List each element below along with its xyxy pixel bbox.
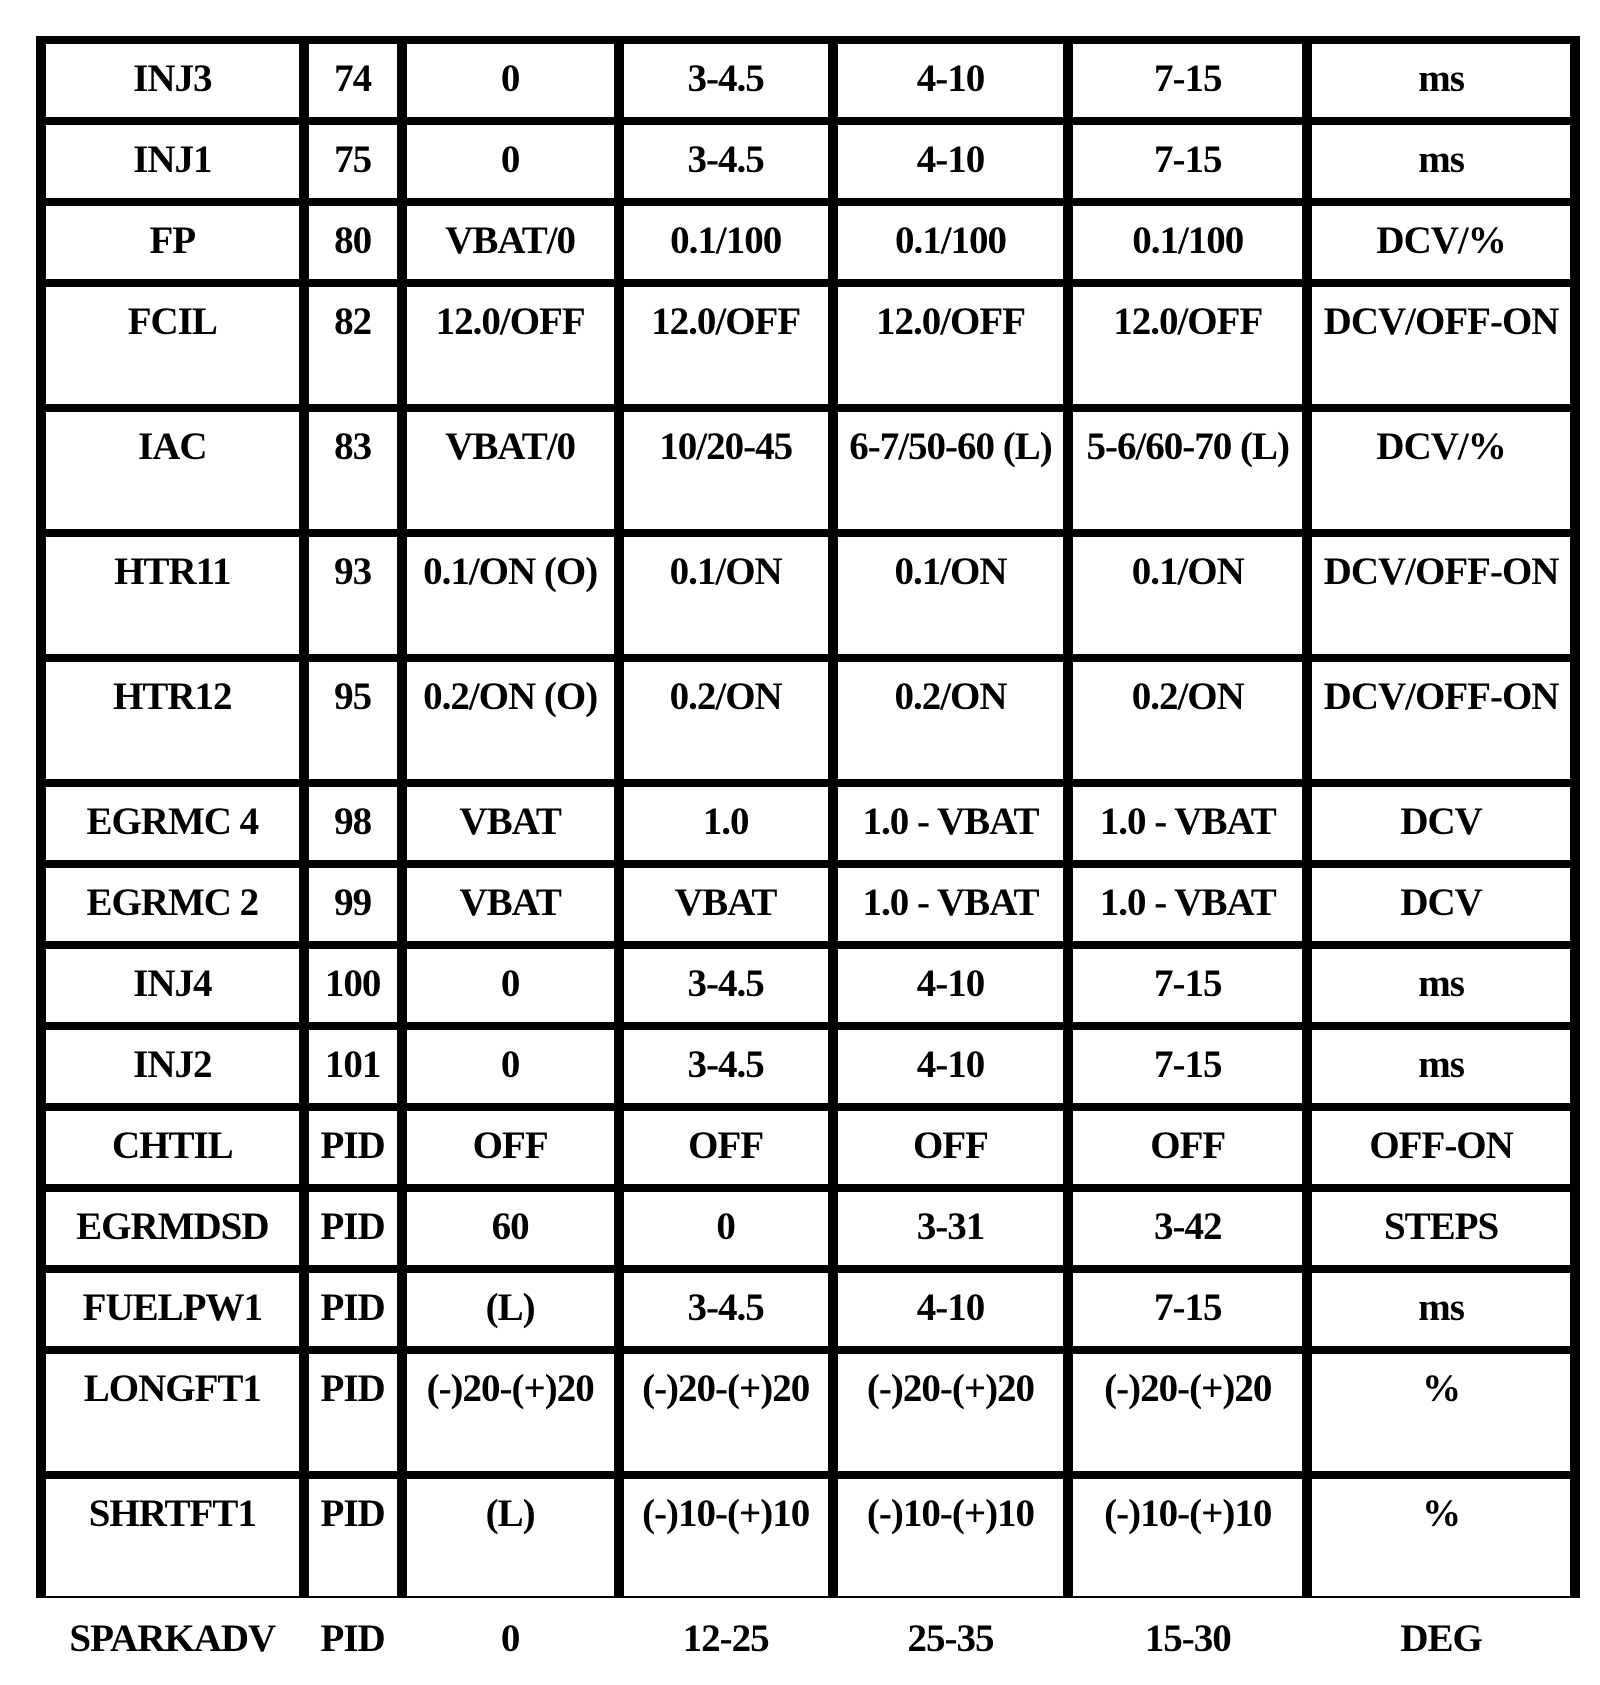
table-cell: HTR12 <box>46 662 299 779</box>
table-cell: 0.2/ON <box>1073 662 1302 779</box>
table-cell: DCV/OFF-ON <box>1312 662 1570 779</box>
table-cell: IAC <box>46 412 299 529</box>
table-cell: OFF <box>407 1111 614 1184</box>
table-cell: VBAT <box>624 868 828 941</box>
table-cell: PID <box>309 1479 397 1596</box>
table-cell: 0.1/ON (O) <box>407 537 614 654</box>
table-cell: 60 <box>407 1192 614 1265</box>
table-cell: 0.2/ON <box>838 662 1064 779</box>
table-cell: 0.1/ON <box>624 537 828 654</box>
table-cell: (-)20-(+)20 <box>407 1354 614 1471</box>
table-row <box>46 1192 1570 1265</box>
table-cell: 7-15 <box>1073 1030 1302 1103</box>
table-cell: 12.0/OFF <box>624 287 828 404</box>
table-row <box>46 1030 1570 1103</box>
table-cell: 7-15 <box>1073 125 1302 198</box>
table-cell: LONGFT1 <box>46 1354 299 1471</box>
table-cell: OFF-ON <box>1312 1111 1570 1184</box>
table-cell: 0.1/100 <box>838 206 1064 279</box>
table-cell: 12-25 <box>624 1604 828 1677</box>
table-cell: VBAT/0 <box>407 412 614 529</box>
table-cell: 3-4.5 <box>624 1273 828 1346</box>
table-cell: 7-15 <box>1073 44 1302 117</box>
table-cell: 6-7/50-60 (L) <box>838 412 1064 529</box>
table-cell: 4-10 <box>838 1030 1064 1103</box>
table-cell: 0.2/ON (O) <box>407 662 614 779</box>
table-cell: 1.0 - VBAT <box>1073 787 1302 860</box>
table-cell: 4-10 <box>838 125 1064 198</box>
table-cell: 0.2/ON <box>624 662 828 779</box>
table-cell: DCV/OFF-ON <box>1312 537 1570 654</box>
table-cell: DCV <box>1312 868 1570 941</box>
table-cell: VBAT <box>407 868 614 941</box>
table-cell: 3-4.5 <box>624 44 828 117</box>
table-cell: OFF <box>624 1111 828 1184</box>
table-cell: 75 <box>309 125 397 198</box>
table-cell: 101 <box>309 1030 397 1103</box>
table-cell: VBAT <box>407 787 614 860</box>
table-cell: 80 <box>309 206 397 279</box>
table-cell: 0.1/100 <box>1073 206 1302 279</box>
table-cell: ms <box>1312 1273 1570 1346</box>
table-cell: PID <box>309 1111 397 1184</box>
table-cell: 10/20-45 <box>624 412 828 529</box>
table-cell: ms <box>1312 949 1570 1022</box>
table-cell: (-)10-(+)10 <box>838 1479 1064 1596</box>
table-cell: 5-6/60-70 (L) <box>1073 412 1302 529</box>
table-cell: OFF <box>838 1111 1064 1184</box>
table-cell: DCV <box>1312 787 1570 860</box>
table-cell: SPARKADV <box>46 1604 299 1677</box>
table-row <box>46 949 1570 1022</box>
table-cell: ms <box>1312 44 1570 117</box>
table-cell: 0.1/ON <box>838 537 1064 654</box>
table-cell: CHTIL <box>46 1111 299 1184</box>
table-cell: 0 <box>407 125 614 198</box>
table-cell: 83 <box>309 412 397 529</box>
table-cell: (L) <box>407 1273 614 1346</box>
table-cell: PID <box>309 1604 397 1677</box>
table-cell: 12.0/OFF <box>1073 287 1302 404</box>
table-cell: DCV/% <box>1312 412 1570 529</box>
diagnostic-values-table <box>36 36 1580 1685</box>
table-row <box>46 1479 1570 1596</box>
table-cell: 3-4.5 <box>624 949 828 1022</box>
table-cell: 4-10 <box>838 949 1064 1022</box>
table-cell: 7-15 <box>1073 949 1302 1022</box>
table-row <box>46 1354 1570 1471</box>
table-cell: STEPS <box>1312 1192 1570 1265</box>
table-row <box>46 1273 1570 1346</box>
table-cell: 1.0 - VBAT <box>1073 868 1302 941</box>
table-cell: 98 <box>309 787 397 860</box>
table-cell: HTR11 <box>46 537 299 654</box>
table-row <box>46 1111 1570 1184</box>
table-cell: 3-42 <box>1073 1192 1302 1265</box>
table-row <box>46 125 1570 198</box>
table-cell: 25-35 <box>838 1604 1064 1677</box>
table-cell: DCV/OFF-ON <box>1312 287 1570 404</box>
table-row <box>46 787 1570 860</box>
table-cell: DCV/% <box>1312 206 1570 279</box>
data-table-frame <box>36 36 1580 1660</box>
table-cell: PID <box>309 1192 397 1265</box>
table-cell: INJ2 <box>46 1030 299 1103</box>
table-cell: (L) <box>407 1479 614 1596</box>
table-cell: EGRMDSD <box>46 1192 299 1265</box>
table-cell: % <box>1312 1479 1570 1596</box>
table-cell: 95 <box>309 662 397 779</box>
table-cell: EGRMC 2 <box>46 868 299 941</box>
table-cell: FUELPW1 <box>46 1273 299 1346</box>
table-cell: INJ1 <box>46 125 299 198</box>
table-cell: 99 <box>309 868 397 941</box>
table-cell: 100 <box>309 949 397 1022</box>
table-cell: 15-30 <box>1073 1604 1302 1677</box>
table-cell: 0 <box>407 949 614 1022</box>
table-cell: 74 <box>309 44 397 117</box>
table-cell: (-)10-(+)10 <box>1073 1479 1302 1596</box>
table-cell: 1.0 - VBAT <box>838 787 1064 860</box>
table-cell: 12.0/OFF <box>838 287 1064 404</box>
table-cell: % <box>1312 1354 1570 1471</box>
table-cell: OFF <box>1073 1111 1302 1184</box>
table-row <box>46 537 1570 654</box>
table-cell: 93 <box>309 537 397 654</box>
table-cell: 82 <box>309 287 397 404</box>
table-cell: (-)20-(+)20 <box>1073 1354 1302 1471</box>
table-row <box>46 412 1570 529</box>
table-row <box>46 44 1570 117</box>
table-cell: 12.0/OFF <box>407 287 614 404</box>
table-cell: PID <box>309 1273 397 1346</box>
table-row <box>46 662 1570 779</box>
table-cell: VBAT/0 <box>407 206 614 279</box>
table-cell: 1.0 - VBAT <box>838 868 1064 941</box>
table-cell: ms <box>1312 125 1570 198</box>
table-cell: SHRTFT1 <box>46 1479 299 1596</box>
table-cell: 0 <box>624 1192 828 1265</box>
table-cell: (-)20-(+)20 <box>624 1354 828 1471</box>
table-row <box>46 868 1570 941</box>
table-cell: 7-15 <box>1073 1273 1302 1346</box>
table-cell: FP <box>46 206 299 279</box>
table-cell: ms <box>1312 1030 1570 1103</box>
table-cell: DEG <box>1312 1604 1570 1677</box>
table-cell: 4-10 <box>838 1273 1064 1346</box>
table-cell: PID <box>309 1354 397 1471</box>
table-cell: INJ4 <box>46 949 299 1022</box>
table-row <box>46 287 1570 404</box>
table-cell: INJ3 <box>46 44 299 117</box>
table-cell: 0 <box>407 1030 614 1103</box>
table-row <box>46 1604 1570 1677</box>
table-cell: 0 <box>407 44 614 117</box>
table-cell: 0.1/100 <box>624 206 828 279</box>
table-cell: 0.1/ON <box>1073 537 1302 654</box>
table-cell: (-)20-(+)20 <box>838 1354 1064 1471</box>
table-cell: 3-31 <box>838 1192 1064 1265</box>
table-cell: EGRMC 4 <box>46 787 299 860</box>
table-cell: 3-4.5 <box>624 1030 828 1103</box>
table-cell: FCIL <box>46 287 299 404</box>
table-row <box>46 206 1570 279</box>
table-cell: 1.0 <box>624 787 828 860</box>
table-cell: (-)10-(+)10 <box>624 1479 828 1596</box>
table-cell: 0 <box>407 1604 614 1677</box>
table-cell: 4-10 <box>838 44 1064 117</box>
table-cell: 3-4.5 <box>624 125 828 198</box>
